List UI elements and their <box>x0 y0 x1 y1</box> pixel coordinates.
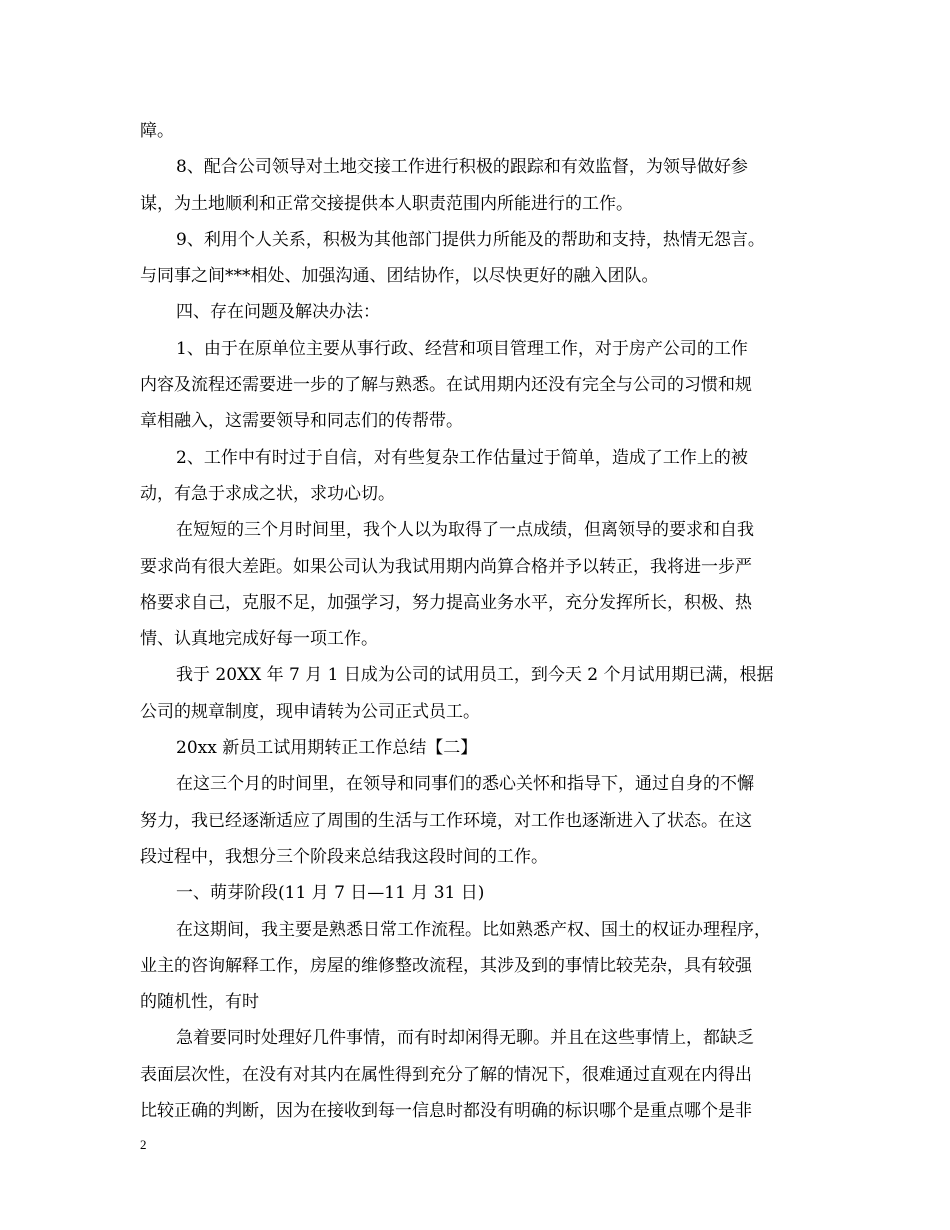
text-line: 公司的规章制度，现申请转为公司正式员工。 <box>140 701 480 722</box>
text-line: 障。 <box>140 121 174 141</box>
text-line: 急着要同时处理好几件事情，而有时却闲得无聊。并且在这些事情上，都缺乏 <box>176 1028 754 1049</box>
text-line: 动，有急于求成之状，求功心切。 <box>140 483 395 504</box>
text-line: 情、认真地完成好每一项工作。 <box>140 629 378 650</box>
text-line: 谋，为土地顺利和正常交接提供本人职责范围内所能进行的工作。 <box>140 193 633 214</box>
text-line: 章相融入，这需要领导和同志们的传帮带。 <box>140 411 463 432</box>
text-line: 业主的咨询解释工作，房屋的维修整改流程，其涉及到的事情比较芜杂，具有较强 <box>140 955 752 976</box>
text-line: 1、由于在原单位主要从事行政、经营和项目管理工作，对于房产公司的工作 <box>176 338 748 359</box>
document-body <box>140 113 820 1129</box>
text-line: 在这期间，我主要是熟悉日常工作流程。比如熟悉产权、国土的权证办理程序， <box>176 919 771 940</box>
text-line: 2、工作中有时过于自信，对有些复杂工作估量过于简单，造成了工作上的被 <box>176 447 748 468</box>
text-line: 一、萌芽阶段(11 月 7 日—11 月 31 日) <box>176 883 485 904</box>
page-number: 2 <box>140 1137 147 1152</box>
text-line: 格要求自己，克服不足，加强学习，努力提高业务水平，充分发挥所长，积极、热 <box>140 592 752 613</box>
text-line: 段过程中，我想分三个阶段来总结我这段时间的工作。 <box>140 846 548 867</box>
text-line: 要求尚有很大差距。如果公司认为我试用期内尚算合格并予以转正，我将进一步严 <box>140 556 752 577</box>
text-line: 我于 20XX 年 7 月 1 日成为公司的试用员工，到今天 2 个月试用期已满，根据 <box>176 665 774 686</box>
text-line: 比较正确的判断，因为在接收到每一信息时都没有明确的标识哪个是重点哪个是非 <box>140 1101 752 1122</box>
text-line: 内容及流程还需要进一步的了解与熟悉。在试用期内还没有完全与公司的习惯和规 <box>140 375 752 396</box>
text-line: 在短短的三个月时间里，我个人以为取得了一点成绩，但离领导的要求和自我 <box>176 520 754 541</box>
text-line: 四、存在问题及解决办法： <box>176 302 380 323</box>
text-line: 努力，我已经逐渐适应了周围的生活与工作环境，对工作也逐渐进入了状态。在这 <box>140 810 752 831</box>
text-line: 与同事之间***相处、加强沟通、团结协作，以尽快更好的融入团队。 <box>140 266 659 287</box>
text-line: 9、利用个人关系，积极为其他部门提供力所能及的帮助和支持，热情无怨言。 <box>176 229 765 250</box>
text-line: 表面层次性，在没有对其内在属性得到充分了解的情况下，很难通过直观在内得出 <box>140 1064 752 1085</box>
text-line: 的随机性，有时 <box>140 992 259 1013</box>
text-line: 8、配合公司领导对土地交接工作进行积极的跟踪和有效监督，为领导做好参 <box>176 157 748 178</box>
text-line: 在这三个月的时间里，在领导和同事们的悉心关怀和指导下，通过自身的不懈 <box>176 774 754 795</box>
text-line: 20xx 新员工试用期转正工作总结【二】 <box>176 738 478 759</box>
